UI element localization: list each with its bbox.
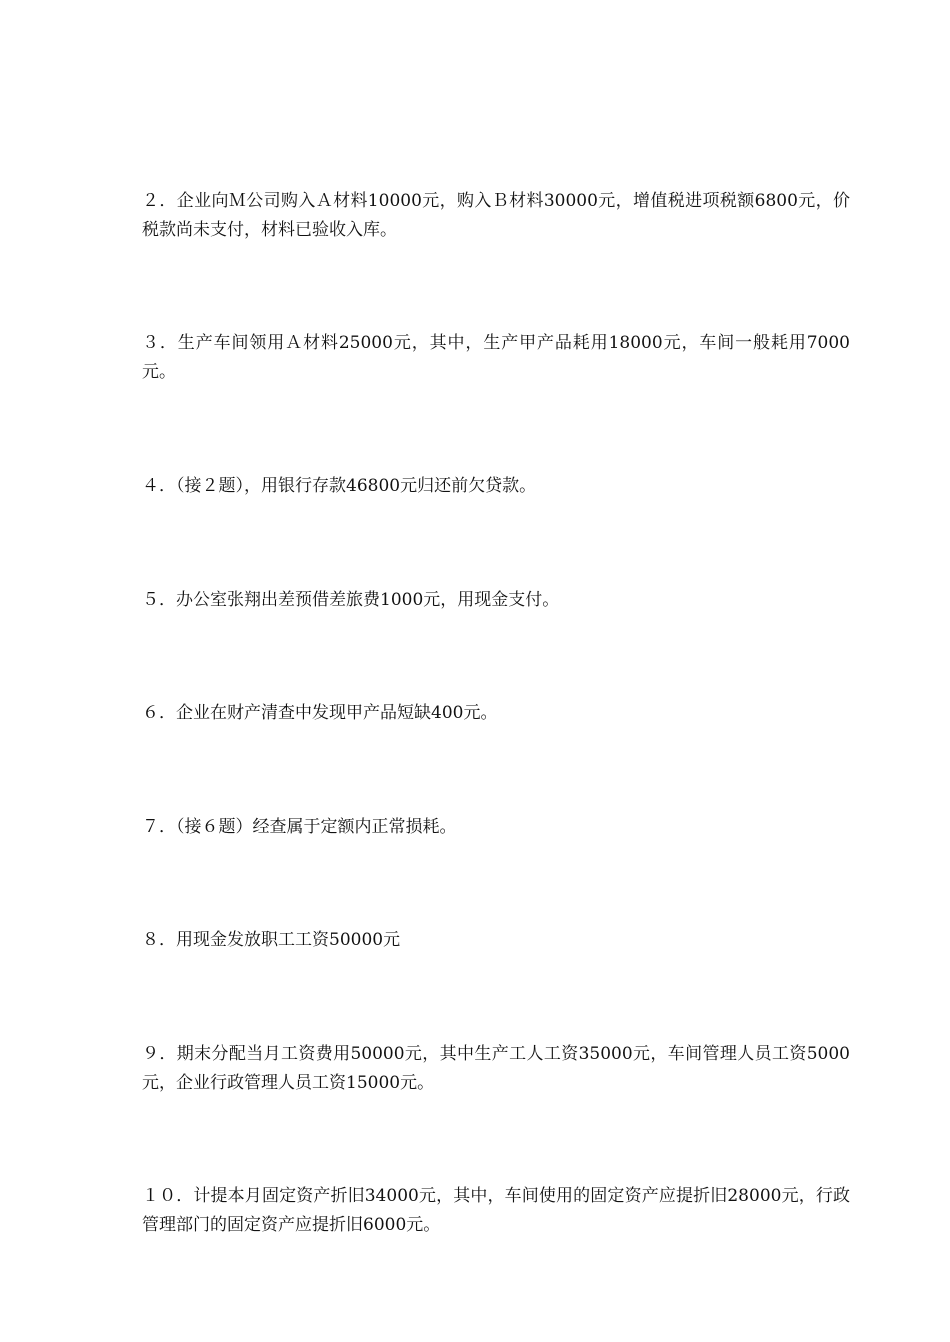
question-5: ５．办公室张翔出差预借差旅费1000元，用现金支付。 [142, 590, 560, 610]
question-4: ４．（接２题），用银行存款46800元归还前欠贷款。 [142, 476, 537, 496]
question-10: １０．计提本月固定资产折旧34000元，其中，车间使用的固定资产应提折旧28000元，行政管理部门的固定资产应提折旧6000元。 [142, 1186, 850, 1235]
question-2: ２．企业向Ｍ公司购入Ａ材料10000元，购入Ｂ材料30000元，增值税进项税额6800元，价税款尚未支付，材料已验收入库。 [142, 191, 850, 240]
question-6: ６．企业在财产清查中发现甲产品短缺400元。 [142, 703, 498, 723]
question-9: ９．期末分配当月工资费用50000元，其中生产工人工资35000元，车间管理人员工资5000元，企业行政管理人员工资15000元。 [142, 1044, 850, 1093]
question-3: ３．生产车间领用Ａ材料25000元，其中，生产甲产品耗用18000元，车间一般耗用7000元。 [142, 333, 850, 382]
question-8: ８．用现金发放职工工资50000元 [142, 930, 401, 950]
question-7: ７．（接６题）经查属于定额内正常损耗。 [142, 817, 457, 837]
